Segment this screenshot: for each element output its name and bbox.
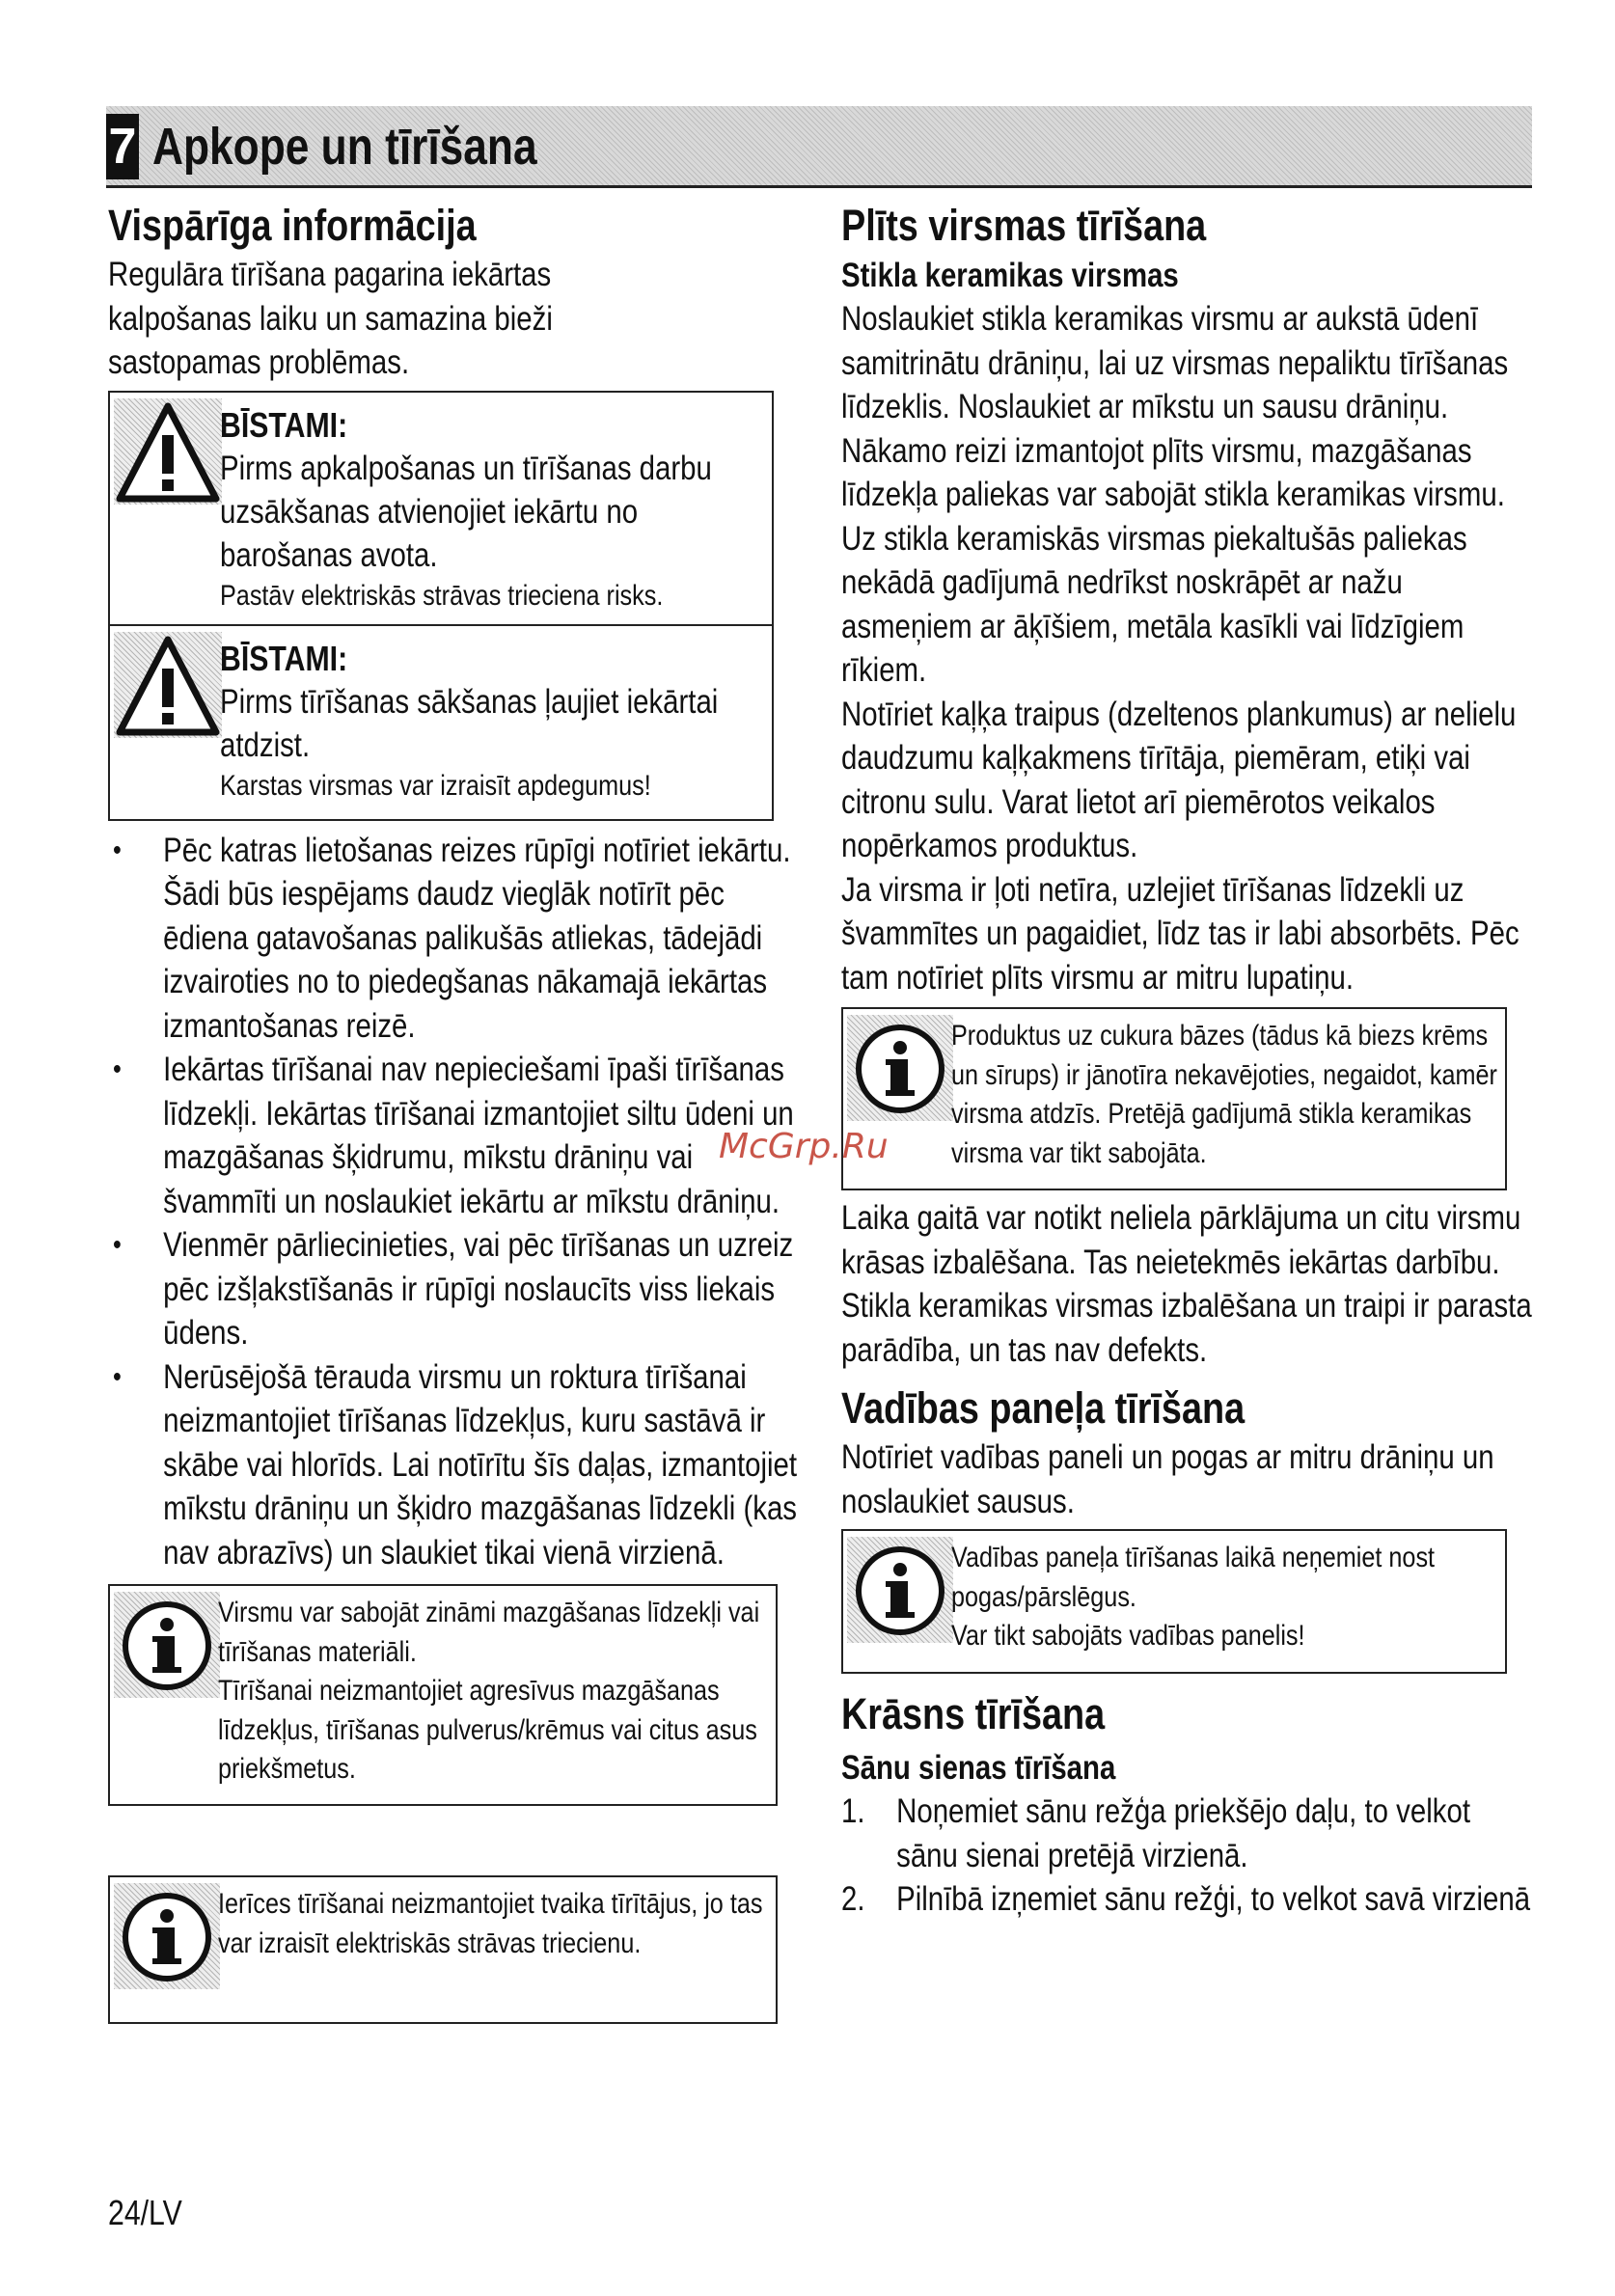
hob-cleaning-heading: Plīts virsmas tīrīšana [841, 201, 1207, 250]
list-item [841, 1877, 1535, 1922]
paragraph: Stikla keramikas virsmas izbalēšana un traipi ir parasta parādība, un tas nav defekts. [841, 1287, 1532, 1369]
danger-note: Karstas virsmas var izraisīt apdegumus! [220, 769, 651, 802]
page-number: 24/LV [108, 2193, 182, 2232]
info-text: Ierīces tīrīšanai neizmantojiet tvaika tīrītājus, jo tas var izraisīt elektriskās strāvas triecienu. [218, 1888, 763, 1959]
info-box-steam [108, 1875, 778, 2024]
info-text: Vadības paneļa tīrīšanas laikā neņemiet nost pogas/pārslēgus. [951, 1542, 1436, 1613]
info-text: Var tikt sabojāts vadības panelis! [951, 1620, 1305, 1652]
chapter-title: Apkope un tīrīšana [152, 118, 537, 176]
side-wall-subheading: Sānu sienas tīrīšana [841, 1749, 1116, 1787]
info-icon [114, 1883, 220, 1989]
info-box-sugar [841, 1007, 1507, 1190]
warning-triangle-icon [114, 632, 222, 738]
oven-cleaning-heading: Krāsns tīrīšana [841, 1689, 1106, 1738]
step-number: 2. [841, 1880, 865, 1918]
paragraph: Noslaukiet stikla keramikas virsmu ar aukstā ūdenī samitrinātu drāniņu, lai uz virsmas nepaliktu tīrīšanas līdzeklis. Noslaukiet ar mīkstu un sausu drāniņu. Nākamo reizi izmantojot plīts virsmu, mazgāšanas līdzekļa paliekas var sabojāt stikla keramikas virsmu. [841, 300, 1509, 513]
paragraph: Notīriet vadības paneli un pogas ar mitru drāniņu un noslaukiet sausus. [841, 1438, 1494, 1520]
info-icon [847, 1015, 953, 1121]
step-text: Noņemiet sānu režģa priekšējo daļu, to velkot sānu sienai pretējā virzienā. [896, 1792, 1470, 1874]
general-info-intro: Regulāra tīrīšana pagarina iekārtas kalpošanas laiku un samazina bieži sastopamas problēmas. [108, 256, 553, 381]
watermark: McGrp.Ru [719, 1127, 889, 1166]
left-column [108, 199, 803, 2024]
step-text: Pilnībā izņemiet sānu režģi, to velkot savā virzienā [896, 1880, 1531, 1918]
glass-ceramic-subheading: Stikla keramikas virsmas [841, 257, 1179, 294]
danger-note: Pastāv elektriskās strāvas trieciena risks. [220, 579, 664, 612]
danger-label: BĪSTAMI: [220, 638, 348, 678]
side-wall-steps [841, 1790, 1535, 1922]
danger-text: Pirms apkalpošanas un tīrīšanas darbu uzsākšanas atvienojiet iekārtu no barošanas avota. [220, 449, 712, 574]
warning-triangle-icon [114, 398, 222, 505]
list-item: • Iekārtas tīrīšanai nav nepieciešami īpaši tīrīšanas līdzekļi. Iekārtas tīrīšanai izmantojiet siltu ūdeni un mazgāšanas šķidrumu, mīkstu drāniņu vai švammīti un noslaukiet iekārtu ar mīkstu drāniņu. [108, 1048, 805, 1223]
list-item: • Vienmēr pārliecinieties, vai pēc tīrīšanas un uzreiz pēc izšļakstīšanās ir rūpīgi noslaucīts viss liekais ūdens. [108, 1223, 805, 1355]
info-box-detergents [108, 1584, 778, 1806]
info-text: Produktus uz cukura bāzes (tādus kā biezs krēms un sīrups) ir jānotīra nekavējoties, negaidot, kamēr virsma atdzīs. Pretējā gadījumā stikla keramikas virsma var tikt sabojāta. [951, 1020, 1497, 1169]
info-text: Tīrīšanai neizmantojiet agresīvus mazgāšanas līdzekļus, tīrīšanas pulverus/krēmus vai citus asus priekšmetus. [218, 1675, 757, 1785]
step-number: 1. [841, 1792, 865, 1830]
general-info-heading: Vispārīga informācija [108, 201, 477, 250]
paragraph: Laika gaitā var notikt neliela pārklājuma un citu virsmu krāsas izbalēšana. Tas neietekmēs iekārtas darbību. [841, 1199, 1521, 1281]
danger-text: Pirms tīrīšanas sākšanas ļaujiet iekārtai atdzist. [220, 682, 719, 764]
info-text: Virsmu var sabojāt zināmi mazgāšanas līdzekļi vai tīrīšanas materiāli. [218, 1597, 760, 1668]
control-panel-heading: Vadības paneļa tīrīšana [841, 1383, 1245, 1433]
list-item: • Pēc katras lietošanas reizes rūpīgi notīriet iekārtu. Šādi būs iespējams daudz vieglāk notīrīt pēc ēdiena gatavošanas palikušās atliekas, tādejādi izvairoties no to piedegšanas nākamajā iekārtas izmantošanas reizē. [108, 829, 805, 1049]
chapter-number: 7 [106, 114, 139, 179]
info-icon [847, 1537, 953, 1643]
paragraph: Uz stikla keramiskās virsmas piekaltušās paliekas nekādā gadījumā nedrīkst noskrāpēt ar nažu asmeņiem ar āķīšiem, metāla kasīkli vai līdzīgiem rīkiem. [841, 519, 1467, 689]
info-box-knobs [841, 1529, 1507, 1674]
danger-label: BĪSTAMI: [220, 404, 348, 445]
danger-box-hot [108, 626, 774, 821]
danger-box-electric [108, 391, 774, 626]
paragraph: Ja virsma ir ļoti netīra, uzlejiet tīrīšanas līdzekli uz švammītes un pagaidiet, līdz tas ir labi absorbēts. Pēc tam notīriet plīts virsmu ar mitru lupatiņu. [841, 870, 1519, 997]
right-column [841, 199, 1532, 1922]
paragraph: Notīriet kaļķa traipus (dzeltenos plankumus) ar nelielu daudzumu kaļķakmens tīrītāja, piemēram, etiķi vai citronu sulu. Varat lietot arī piemērotos veikalos nopērkamos produktus. [841, 695, 1517, 864]
list-item: • Nerūsējošā tērauda virsmu un roktura tīrīšanai neizmantojiet tīrīšanas līdzekļus, kuru sastāvā ir skābe vai hlorīds. Lai notīrītu šīs daļas, izmantojiet mīkstu drāniņu un šķidro mazgāšanas līdzekli (kas nav abrazīvs) un slaukiet tikai vienā virzienā. [108, 1355, 805, 1575]
care-bullet-list [108, 829, 805, 1575]
list-item [841, 1790, 1535, 1877]
info-icon [114, 1592, 220, 1698]
chapter-header [106, 106, 1532, 188]
